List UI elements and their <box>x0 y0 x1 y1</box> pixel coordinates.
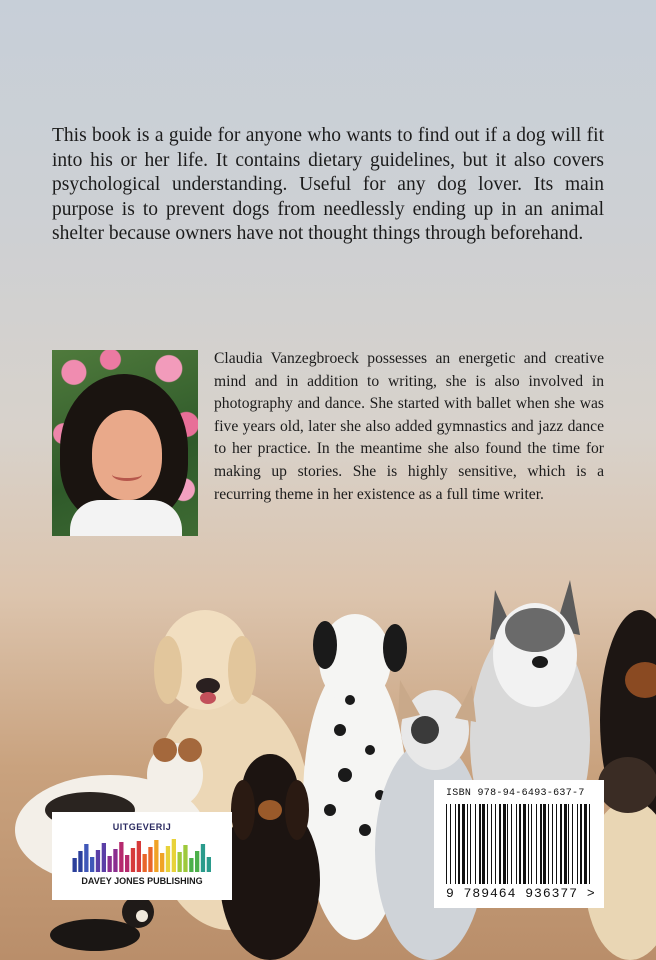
barcode-bar <box>491 804 492 884</box>
barcode-bar <box>577 804 578 884</box>
publisher-bar <box>84 844 88 872</box>
barcode-bar <box>499 804 501 884</box>
publisher-bar <box>90 857 94 872</box>
barcode-bar <box>455 804 456 884</box>
barcode-bar <box>556 804 557 884</box>
publisher-bar <box>143 854 147 872</box>
publisher-bar <box>78 851 82 872</box>
publisher-bar <box>73 858 77 872</box>
barcode-bar <box>568 804 569 884</box>
publisher-logo <box>52 812 232 900</box>
publisher-bar <box>102 843 106 872</box>
publisher-bar <box>131 848 135 872</box>
barcode-bar <box>589 804 590 884</box>
barcode-bar <box>479 804 481 884</box>
barcode-bar <box>458 804 460 884</box>
author-photo <box>52 350 198 536</box>
publisher-label: UITGEVERIJ <box>112 822 172 832</box>
barcode-bar <box>462 804 465 884</box>
barcode-bar <box>511 804 512 884</box>
publisher-bar <box>108 856 112 872</box>
barcode-bar <box>516 804 517 884</box>
barcode-bar <box>560 804 562 884</box>
barcode-bar <box>482 804 485 884</box>
chihuahua-dog <box>50 896 154 951</box>
publisher-name: DAVEY JONES PUBLISHING <box>81 876 203 886</box>
barcode-icon <box>446 804 592 884</box>
publisher-bar <box>125 855 129 872</box>
publisher-bar <box>207 857 211 872</box>
publisher-bars-icon <box>72 838 212 872</box>
author-bio: Claudia Vanzegbroeck possesses an energetic and creative mind and in addition to writing, she is also involved in photography and dance. She started with ballet when she was five years old, later she also added gymnastics and jazz dance to her practice. In the meantime she also found the time for making up stories. She is highly sensitive, which is a recurring theme in her existence as a full time writer. <box>214 350 604 503</box>
barcode-bar <box>572 804 573 884</box>
barcode-bar <box>528 804 529 884</box>
book-blurb: This book is a guide for anyone who wants to find out if a dog will fit into his or her life. It contains dietary guidelines, but it also covers psychological understanding. Useful for any dog lover. Its main purpose is to prevent dogs from needlessly ending up in an animal shelter because owners have not thought things through beforehand. <box>52 125 604 244</box>
publisher-bar <box>119 842 123 872</box>
isbn-label: ISBN 978-94-6493-637-7 <box>446 788 585 799</box>
publisher-bar <box>178 852 182 872</box>
publisher-bar <box>148 847 152 872</box>
barcode-bar <box>450 804 451 884</box>
barcode-bar <box>584 804 587 884</box>
barcode-bar <box>580 804 582 884</box>
publisher-bar <box>195 851 199 872</box>
publisher-bar <box>189 858 193 872</box>
barcode-bar <box>543 804 546 884</box>
barcode-bar <box>564 804 567 884</box>
barcode-bar <box>548 804 549 884</box>
barcode-bar <box>540 804 542 884</box>
barcode-bar <box>467 804 468 884</box>
barcode-bar <box>523 804 526 884</box>
publisher-bar <box>160 853 164 872</box>
barcode-bar <box>507 804 508 884</box>
barcode-bar <box>487 804 488 884</box>
barcode-bar <box>536 804 537 884</box>
barcode-bar <box>503 804 506 884</box>
publisher-bar <box>183 845 187 872</box>
isbn-barcode-box <box>434 780 604 908</box>
barcode-bar <box>531 804 532 884</box>
barcode-bar <box>470 804 471 884</box>
publisher-bar <box>166 846 170 872</box>
publisher-bar <box>96 850 100 872</box>
barcode-bar <box>446 804 447 884</box>
publisher-bar <box>154 840 158 872</box>
isbn-digits: 9 789464 936377 > <box>446 886 596 901</box>
publisher-bar <box>201 844 205 872</box>
publisher-bar <box>172 839 176 872</box>
barcode-bar <box>552 804 553 884</box>
barcode-bar <box>475 804 476 884</box>
barcode-bar <box>495 804 496 884</box>
barcode-bar <box>519 804 521 884</box>
publisher-bar <box>137 841 141 872</box>
publisher-bar <box>113 849 117 872</box>
